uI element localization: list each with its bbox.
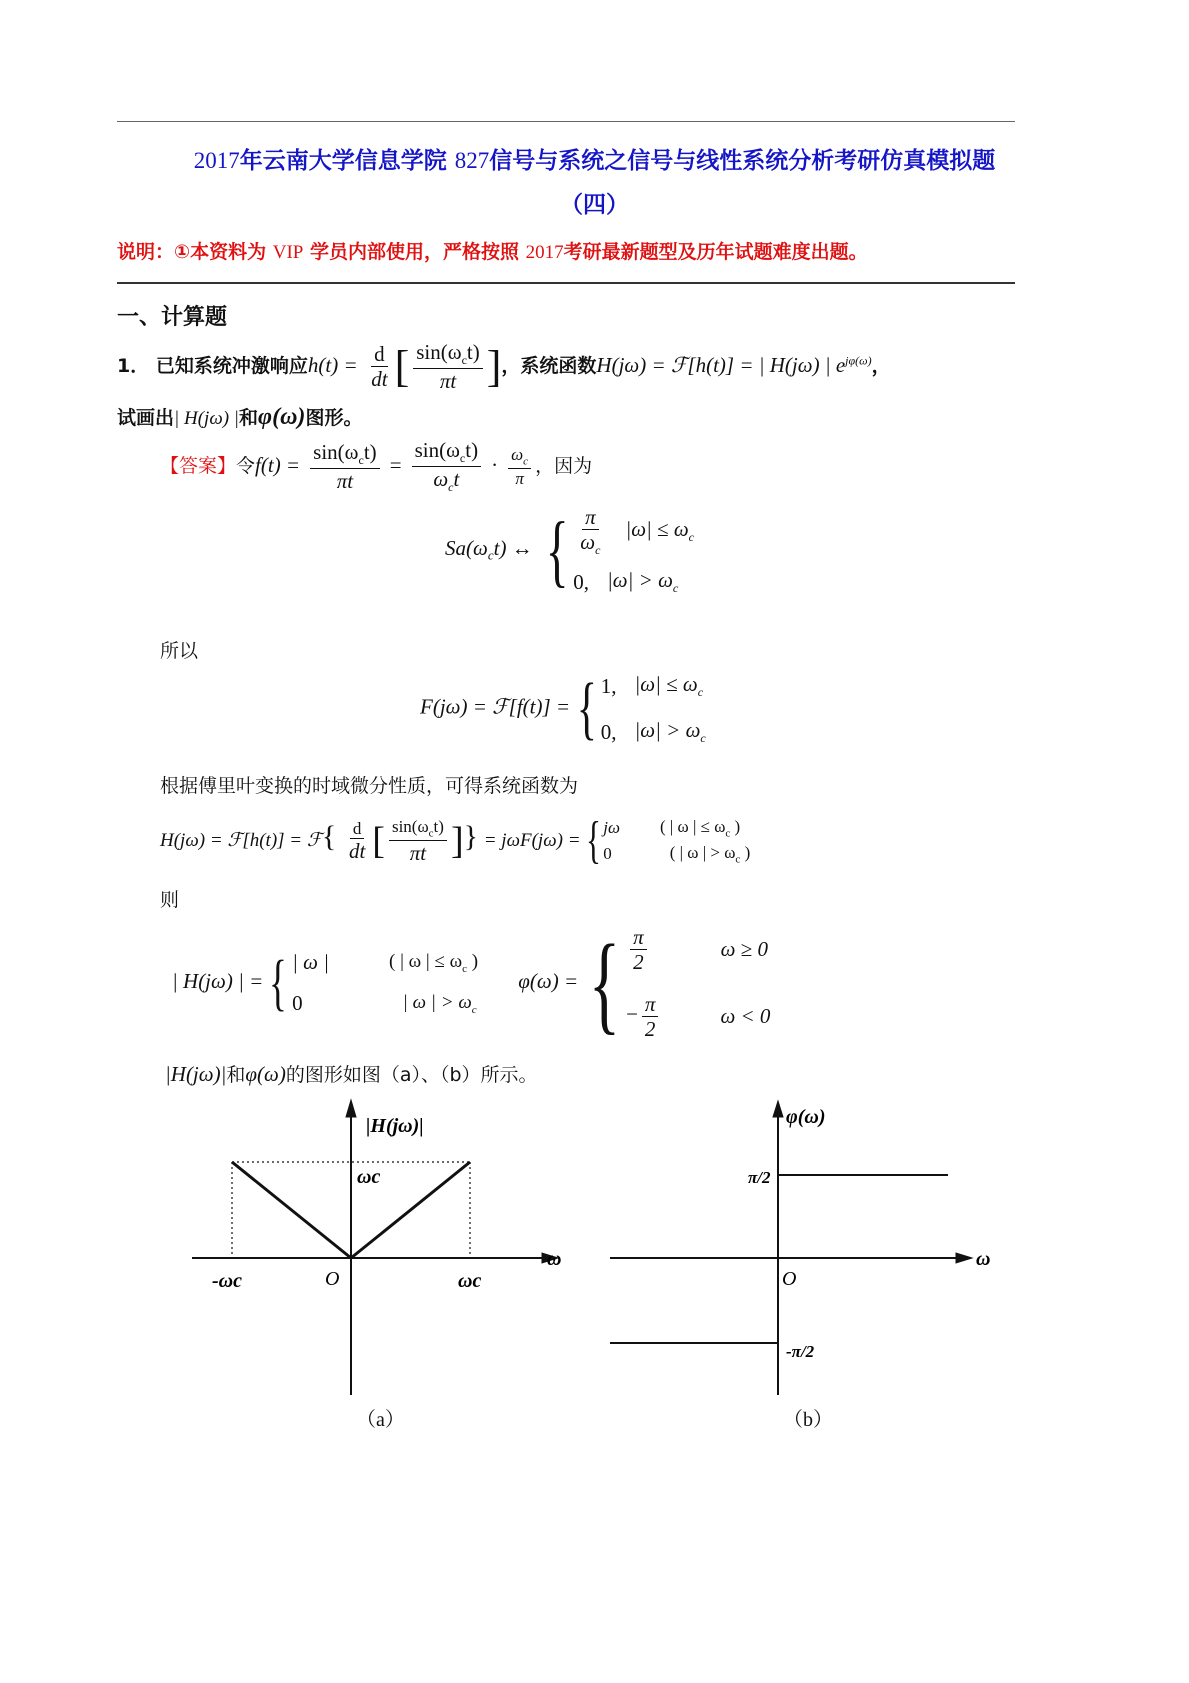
sinc-fraction: $\frac{\sin(\omega_ct)}{\pi t}$ (413, 340, 482, 393)
section-heading: 一、计算题 (117, 305, 228, 330)
so-text: 所以 (160, 640, 199, 662)
y-axis-label: φ(ω) (786, 1106, 826, 1128)
figure-b-phase-plot (600, 1095, 1000, 1405)
page-subtitle: （四） (560, 192, 629, 218)
sa-transform-pair: $Sa(\omega_ct)$ ↔ { $\frac{\pi}{\omega_c}$ $|\omega| \le \omega_c$ 0, $|\omega| > \omega_c$ (445, 505, 694, 596)
peak-label: ωc (357, 1166, 381, 1188)
neg-wc-label: -ωc (212, 1270, 242, 1292)
x-axis-label: ω (547, 1248, 562, 1270)
H-derivation: H(jω) = ℱ[h(t)] = ℱ{ $\frac{d}{dt}$ [ $\frac{\sin(\omega_ct)}{\pi t}$ ]} = jωF(jω) ={ jω ( | ω | ≤ $\omega_c$ ) 0 ( | ω | > $\omega_c$ ) (160, 812, 751, 869)
figure-a-caption: （a） (356, 1409, 405, 1431)
F-transform: F(jω) = ℱ[f(t)] ={ 1, $|\omega| \le \omega_c$ 0, $|\omega| > \omega_c$ (420, 670, 706, 748)
answer-intro: 【答案】令f(t) = $\frac{\sin(\omega_ct)}{\pi t}$ = $\frac{\sin(\omega_ct)}{\omega_ct}$ · $\frac{\omega_c}{\pi}$ ，因为 (160, 438, 593, 495)
magnitude-left (232, 1162, 351, 1258)
then-text: 则 (160, 889, 180, 911)
x-axis-arrow (956, 1253, 972, 1263)
wc-label: ωc (458, 1270, 482, 1292)
x-axis-label: ω (976, 1248, 991, 1270)
y-axis-arrow (346, 1100, 356, 1117)
magnitude-phase-cases: | H(jω) | ={ | ω | ( | ω | ≤ $\omega_c$ ) 0 | ω | > $\omega_c$ φ(ω) ={ $\frac{\pi}{2}$ ω ≥ 0 − $\frac{\pi}{2}$ ω < 0 (172, 922, 771, 1045)
origin-label: O (782, 1268, 797, 1290)
y-axis-arrow (773, 1101, 783, 1117)
question-1-line2: 试画出| H(jω) |和φ(ω)图形。 (117, 404, 363, 430)
derivative-fraction: $\frac{d}{dt}$ (371, 341, 388, 392)
header-rule (117, 282, 1015, 284)
page-title: 2017年云南大学信息学院 827信号与系统之信号与线性系统分析考研仿真模拟题 (193, 148, 996, 174)
neg-level-label: -π/2 (786, 1342, 815, 1361)
usage-note: 说明：①本资料为 VIP 学员内部使用，严格按照 2017考研最新题型及历年试题难度出题。 (117, 241, 868, 263)
top-rule (117, 121, 1015, 122)
y-axis-label: |H(jω)| (366, 1115, 424, 1137)
property-text: 根据傅里叶变换的时域微分性质，可得系统函数为 (160, 775, 579, 797)
question-1: 1． 已知系统冲激响应h(t) = $\frac{d}{dt}$ [ $\frac{\sin(\omega_ct)}{\pi t}$ ]，系统函数H(jω) = ℱ[h(t)] = | H(jω) | $e^{j\varphi(\omega)}$， (117, 340, 891, 393)
pos-level-label: π/2 (748, 1168, 771, 1187)
figure-reference: |H(jω)|和φ(ω)的图形如图（a）、（b）所示。 (165, 1062, 538, 1086)
origin-label: O (325, 1268, 340, 1290)
figure-a-magnitude-plot (180, 1095, 580, 1405)
figure-b-caption: （b） (783, 1409, 833, 1431)
